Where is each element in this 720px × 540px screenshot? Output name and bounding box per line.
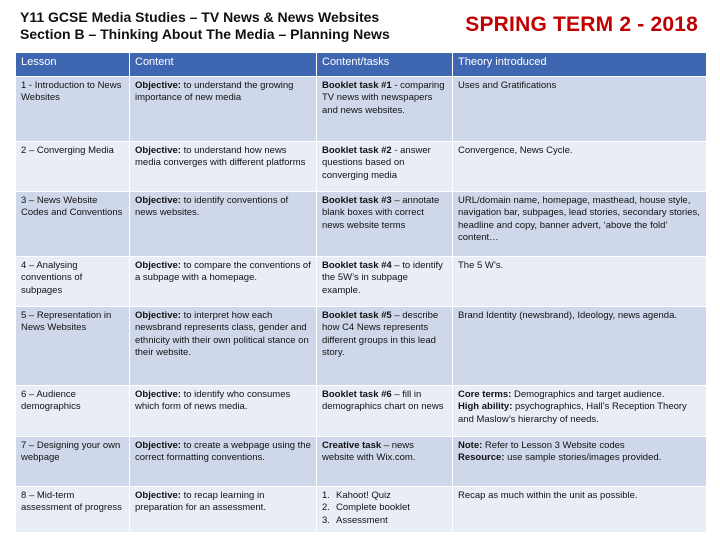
lesson-cell: 6 – Audience demographics (16, 386, 130, 437)
objective-label: Objective: (135, 80, 181, 91)
objective-label: Objective: (135, 145, 181, 156)
objective-text: to identify who consumes which form of news media. (135, 389, 291, 413)
task-cell (317, 487, 453, 533)
lesson-cell: 2 – Converging Media (16, 142, 130, 192)
content-cell (130, 77, 317, 142)
theory-label: Note: (458, 440, 483, 451)
term-heading: SPRING TERM 2 - 2018 (465, 13, 698, 36)
objective-text: to identify conventions of news websites. (135, 195, 289, 219)
task-label: Booklet task #3 (322, 195, 392, 206)
lesson-cell: 3 – News Website Codes and Conventions (16, 192, 130, 257)
objective-label: Objective: (135, 440, 181, 451)
theory-text: Demographics and target audience. (511, 389, 665, 400)
column-header-content: Content (130, 53, 317, 77)
list-text: Assessment (336, 514, 388, 526)
task-text: – news website with Wix.com. (322, 440, 416, 464)
column-header-lesson: Lesson (16, 53, 130, 77)
objective-text: to understand how news media converges with different platforms (135, 145, 306, 169)
task-label: Booklet task #2 (322, 145, 392, 156)
list-text: Kahoot! Quiz (336, 490, 391, 501)
header (0, 0, 720, 52)
title-line-2: Section B – Thinking About The Media – Planning News (20, 26, 390, 42)
objective-label: Objective: (135, 490, 181, 501)
list-item (322, 490, 447, 502)
objective-text: to understand the growing importance of new media (135, 80, 294, 104)
lesson-cell: 8 – Mid-term assessment of progress (16, 487, 130, 533)
task-label: Booklet task #1 (322, 80, 392, 91)
task-label: Creative task (322, 440, 382, 451)
table-row (16, 77, 707, 142)
task-text: - comparing TV news with newspapers and news websites. (322, 80, 445, 116)
theory-cell: Convergence, News Cycle. (453, 142, 707, 192)
theory-cell (453, 386, 707, 437)
lesson-cell: 5 – Representation in News Websites (16, 307, 130, 386)
list-item (322, 515, 447, 527)
content-cell (130, 386, 317, 437)
content-cell (130, 437, 317, 487)
table-header-row (16, 53, 707, 77)
task-text: – to identify the 5W’s in subpage example. (322, 260, 443, 296)
column-header-content-tasks: Content/tasks (317, 53, 453, 77)
column-header-theory: Theory introduced (453, 53, 707, 77)
theory-cell: Brand Identity (newsbrand), Ideology, news agenda. (453, 307, 707, 386)
theory-cell (453, 437, 707, 487)
page-title (20, 9, 440, 43)
content-cell (130, 142, 317, 192)
task-label: Booklet task #4 (322, 260, 392, 271)
task-cell (317, 257, 453, 307)
task-text: – fill in demographics chart on news (322, 389, 444, 413)
list-text: Complete booklet (336, 502, 410, 514)
theory-label: Resource: (458, 452, 505, 464)
theory-label: Core terms: (458, 389, 512, 400)
list-number: 1. (322, 490, 330, 501)
content-cell (130, 192, 317, 257)
theory-text: use sample stories/images provided. (504, 452, 662, 464)
objective-label: Objective: (135, 310, 181, 321)
table-row (16, 192, 707, 257)
theory-cell: The 5 W’s. (453, 257, 707, 307)
objective-text: to compare the conventions of a subpage with a homepage. (135, 260, 311, 284)
task-cell (317, 307, 453, 386)
lesson-cell: 1 - Introduction to News Websites (16, 77, 130, 142)
task-cell (317, 142, 453, 192)
theory-text: Refer to Lesson 3 Website codes (482, 440, 625, 451)
objective-label: Objective: (135, 260, 181, 271)
title-line-1: Y11 GCSE Media Studies – TV News & News Websites (20, 9, 380, 25)
content-cell (130, 487, 317, 533)
table-row (16, 307, 707, 386)
task-label: Booklet task #6 (322, 389, 392, 400)
table-row (16, 142, 707, 192)
task-text: – annotate blank boxes with correct news website terms (322, 195, 440, 231)
lesson-cell: 7 – Designing your own webpage (16, 437, 130, 487)
task-list (322, 490, 447, 527)
objective-text: to interpret how each newsbrand represents class, gender and ethnicity with their own political stance on their website. (135, 310, 309, 359)
table-row (16, 437, 707, 487)
theory-cell: Recap as much within the unit as possible. (453, 487, 707, 533)
task-text: - answer questions based on converging media (322, 145, 431, 181)
theory-cell: URL/domain name, homepage, masthead, house style, navigation bar, subpages, lead stories, secondary stories, headline and copy, banner advert, ‘above the fold’ content… (453, 192, 707, 257)
table-row (16, 386, 707, 437)
list-item (322, 502, 447, 514)
task-cell (317, 77, 453, 142)
objective-text: to create a webpage using the correct formatting conventions. (135, 440, 311, 464)
lesson-cell: 4 – Analysing conventions of subpages (16, 257, 130, 307)
table-row (16, 487, 707, 533)
content-cell (130, 307, 317, 386)
task-label: Booklet task #5 (322, 310, 392, 321)
task-text: – describe how C4 News represents different groups in this lead story. (322, 310, 439, 359)
task-cell (317, 437, 453, 487)
objective-text: to recap learning in preparation for an assessment. (135, 490, 266, 514)
objective-label: Objective: (135, 195, 181, 206)
lesson-plan-table (15, 52, 707, 533)
objective-label: Objective: (135, 389, 181, 400)
theory-cell: Uses and Gratifications (453, 77, 707, 142)
task-cell (317, 386, 453, 437)
list-number: 2. (322, 502, 330, 514)
list-number: 3. (322, 514, 330, 526)
theory-text: psychographics, Hall’s Reception Theory and Maslow’s hierarchy of needs. (458, 401, 687, 425)
theory-label: High ability: (458, 401, 513, 413)
table-row (16, 257, 707, 307)
task-cell (317, 192, 453, 257)
content-cell (130, 257, 317, 307)
